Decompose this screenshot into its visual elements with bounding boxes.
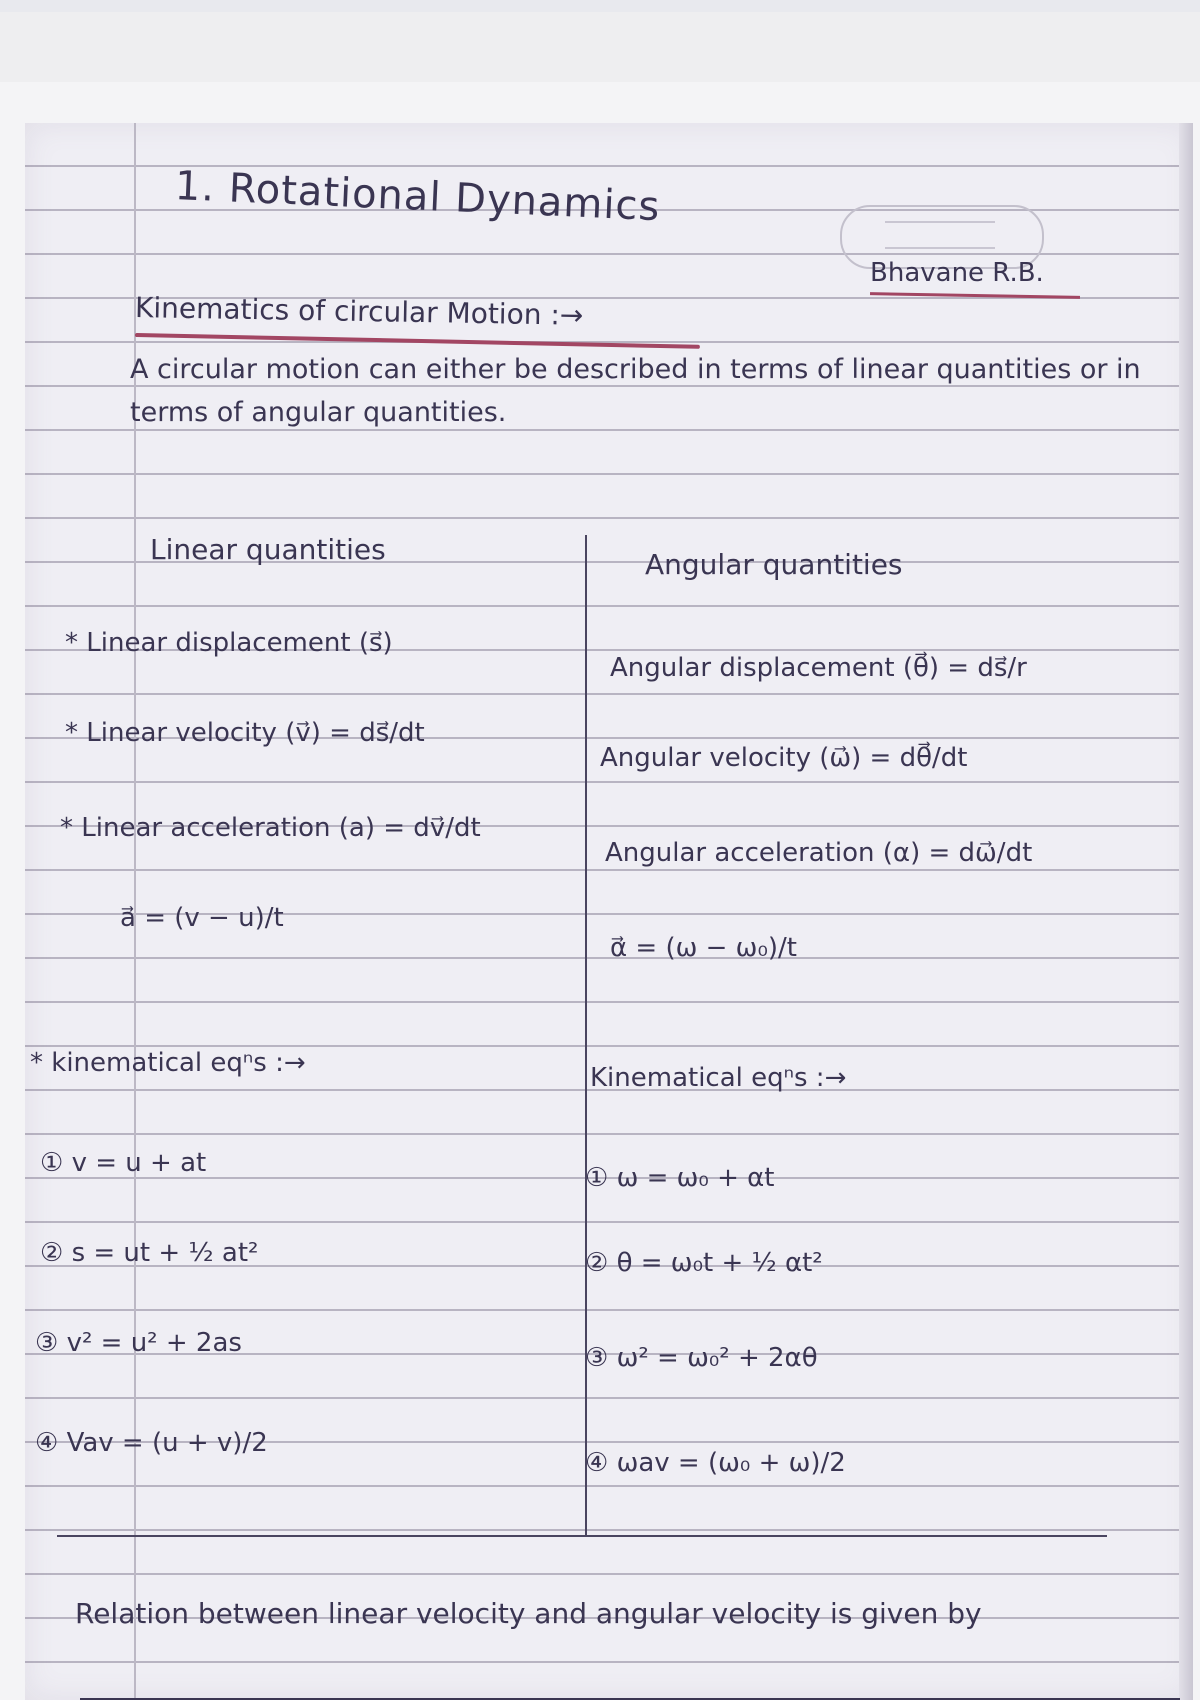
angular-row: Angular velocity (ω⃗) = dθ⃗/dt <box>600 743 968 773</box>
table-bottom-line <box>57 1535 1107 1537</box>
angular-row: ① ω = ω₀ + αt <box>585 1163 775 1193</box>
angular-row: ③ ω² = ω₀² + 2αθ <box>585 1343 818 1373</box>
heading-underline <box>135 333 700 349</box>
stamp-lines <box>885 221 995 249</box>
linear-row: ③ v² = u² + 2as <box>35 1328 242 1358</box>
linear-header: Linear quantities <box>150 533 386 566</box>
top-bar <box>0 0 1200 12</box>
linear-row: a⃗ = (v − u)/t <box>120 903 284 933</box>
linear-row: * Linear acceleration (a) = dv⃗/dt <box>60 813 481 843</box>
linear-row: * Linear velocity (v⃗) = ds⃗/dt <box>65 718 425 748</box>
linear-row: ④ Vav = (u + v)/2 <box>35 1428 268 1458</box>
angular-row: Angular displacement (θ⃗) = ds⃗/r <box>610 653 1027 683</box>
notebook-page <box>25 123 1193 1700</box>
intro-paragraph: A circular motion can either be described in terms of linear quantities or in terms of angular quantities. <box>130 354 1141 428</box>
angular-row: α⃗ = (ω − ω₀)/t <box>610 933 797 963</box>
page-edge <box>1179 123 1193 1700</box>
angular-header: Angular quantities <box>645 548 903 581</box>
linear-row: * kinematical eqⁿs :→ <box>30 1048 306 1078</box>
angular-row: Kinematical eqⁿs :→ <box>590 1063 847 1093</box>
author-underline <box>870 292 1080 299</box>
angular-row: ④ ωav = (ω₀ + ω)/2 <box>585 1448 846 1478</box>
linear-row: ② s = ut + ½ at² <box>40 1238 259 1268</box>
relation-text: Relation between linear velocity and angular velocity is given by <box>75 1597 982 1630</box>
page-title: 1. Rotational Dynamics <box>173 163 662 231</box>
section-heading: Kinematics of circular Motion :→ <box>134 291 584 332</box>
linear-row: ① v = u + at <box>40 1148 207 1178</box>
angular-row: ② θ = ω₀t + ½ αt² <box>585 1248 823 1278</box>
table-divider <box>585 535 587 1535</box>
header-band <box>0 12 1200 82</box>
angular-row: Angular acceleration (α) = dω⃗/dt <box>605 838 1033 868</box>
author-signature: Bhavane R.B. <box>870 258 1044 288</box>
linear-row: * Linear displacement (s⃗) <box>65 628 393 658</box>
